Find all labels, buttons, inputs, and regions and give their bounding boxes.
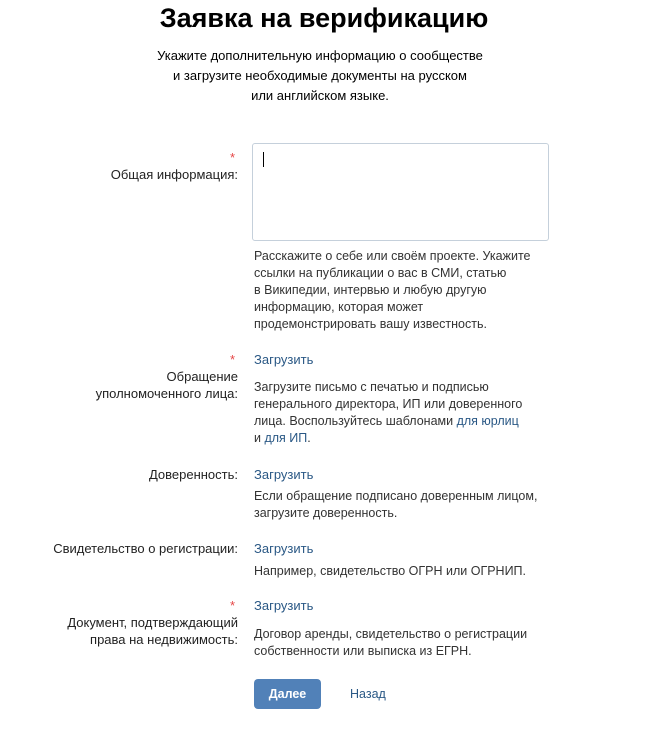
- authorized-letter-hint: [254, 379, 522, 447]
- registration-cert-upload-link[interactable]: Загрузить: [254, 541, 314, 556]
- authorized-letter-label: [96, 351, 238, 402]
- power-of-attorney-upload-link[interactable]: Загрузить: [254, 467, 314, 482]
- hint-line: в Википедии, интервью и любую другую: [254, 283, 487, 297]
- hint-line: генерального директора, ИП или доверенного: [254, 397, 523, 411]
- hint-line: [254, 413, 522, 430]
- authorized-letter-upload-link[interactable]: Загрузить: [254, 352, 314, 367]
- general-info-label-text: Общая информация:: [110, 167, 238, 182]
- hint-line: Например, свидетельство ОГРН или ОГРНИП.: [254, 564, 527, 578]
- hint-line: [254, 430, 522, 447]
- hint-line: ссылки на публикации о вас в СМИ, статью: [254, 266, 507, 280]
- subtitle-line: Укажите дополнительную информацию о сообществе: [157, 48, 483, 63]
- hint-line: Договор аренды, свидетельство о регистрации: [254, 627, 528, 641]
- power-of-attorney-label: Доверенность:: [148, 467, 238, 482]
- general-info-label: [111, 149, 238, 183]
- authorized-letter-label-line: Обращение: [166, 369, 238, 384]
- general-info-textarea[interactable]: [252, 143, 549, 241]
- hint-line: продемонстрировать вашу известность.: [254, 317, 487, 331]
- hint-text: лица. Воспользуйтесь шаблонами: [254, 414, 457, 428]
- text-caret: [263, 152, 264, 167]
- registration-cert-label: Свидетельство о регистрации:: [53, 541, 238, 556]
- subtitle-line: или английском языке.: [251, 88, 389, 103]
- hint-line: загрузите доверенность.: [254, 506, 398, 520]
- hint-line: Загрузите письмо с печатью и подписью: [254, 380, 489, 394]
- hint-text: .: [307, 431, 311, 445]
- registration-cert-hint: [254, 563, 526, 580]
- template-ip-link[interactable]: для ИП: [264, 431, 308, 445]
- property-doc-upload-link[interactable]: Загрузить: [254, 598, 314, 613]
- general-info-hint: [254, 248, 530, 333]
- hint-line: собственности или выписка из ЕГРН.: [254, 644, 472, 658]
- hint-line: информацию, которая может: [254, 300, 424, 314]
- next-button[interactable]: Далее: [254, 679, 321, 709]
- page-title: Заявка на верификацию: [159, 3, 489, 33]
- authorized-letter-label-line: уполномоченного лица:: [95, 386, 238, 401]
- property-doc-label-line: Документ, подтверждающий: [67, 615, 238, 630]
- required-mark: *: [229, 598, 235, 613]
- hint-line: Расскажите о себе или своём проекте. Укажите: [254, 249, 531, 263]
- page-subtitle: [120, 46, 520, 106]
- property-doc-label-line: права на недвижимость:: [90, 632, 238, 647]
- required-mark: *: [229, 352, 235, 367]
- required-mark: *: [229, 150, 235, 165]
- subtitle-line: и загрузите необходимые документы на русском: [173, 68, 467, 83]
- property-doc-hint: [254, 626, 527, 660]
- power-of-attorney-hint: [254, 488, 537, 522]
- hint-line: Если обращение подписано доверенным лицом,: [254, 489, 538, 503]
- property-doc-label: [67, 597, 238, 648]
- back-link[interactable]: Назад: [350, 687, 386, 701]
- template-legal-link[interactable]: для юрлиц: [456, 414, 519, 428]
- hint-text: и: [254, 431, 265, 445]
